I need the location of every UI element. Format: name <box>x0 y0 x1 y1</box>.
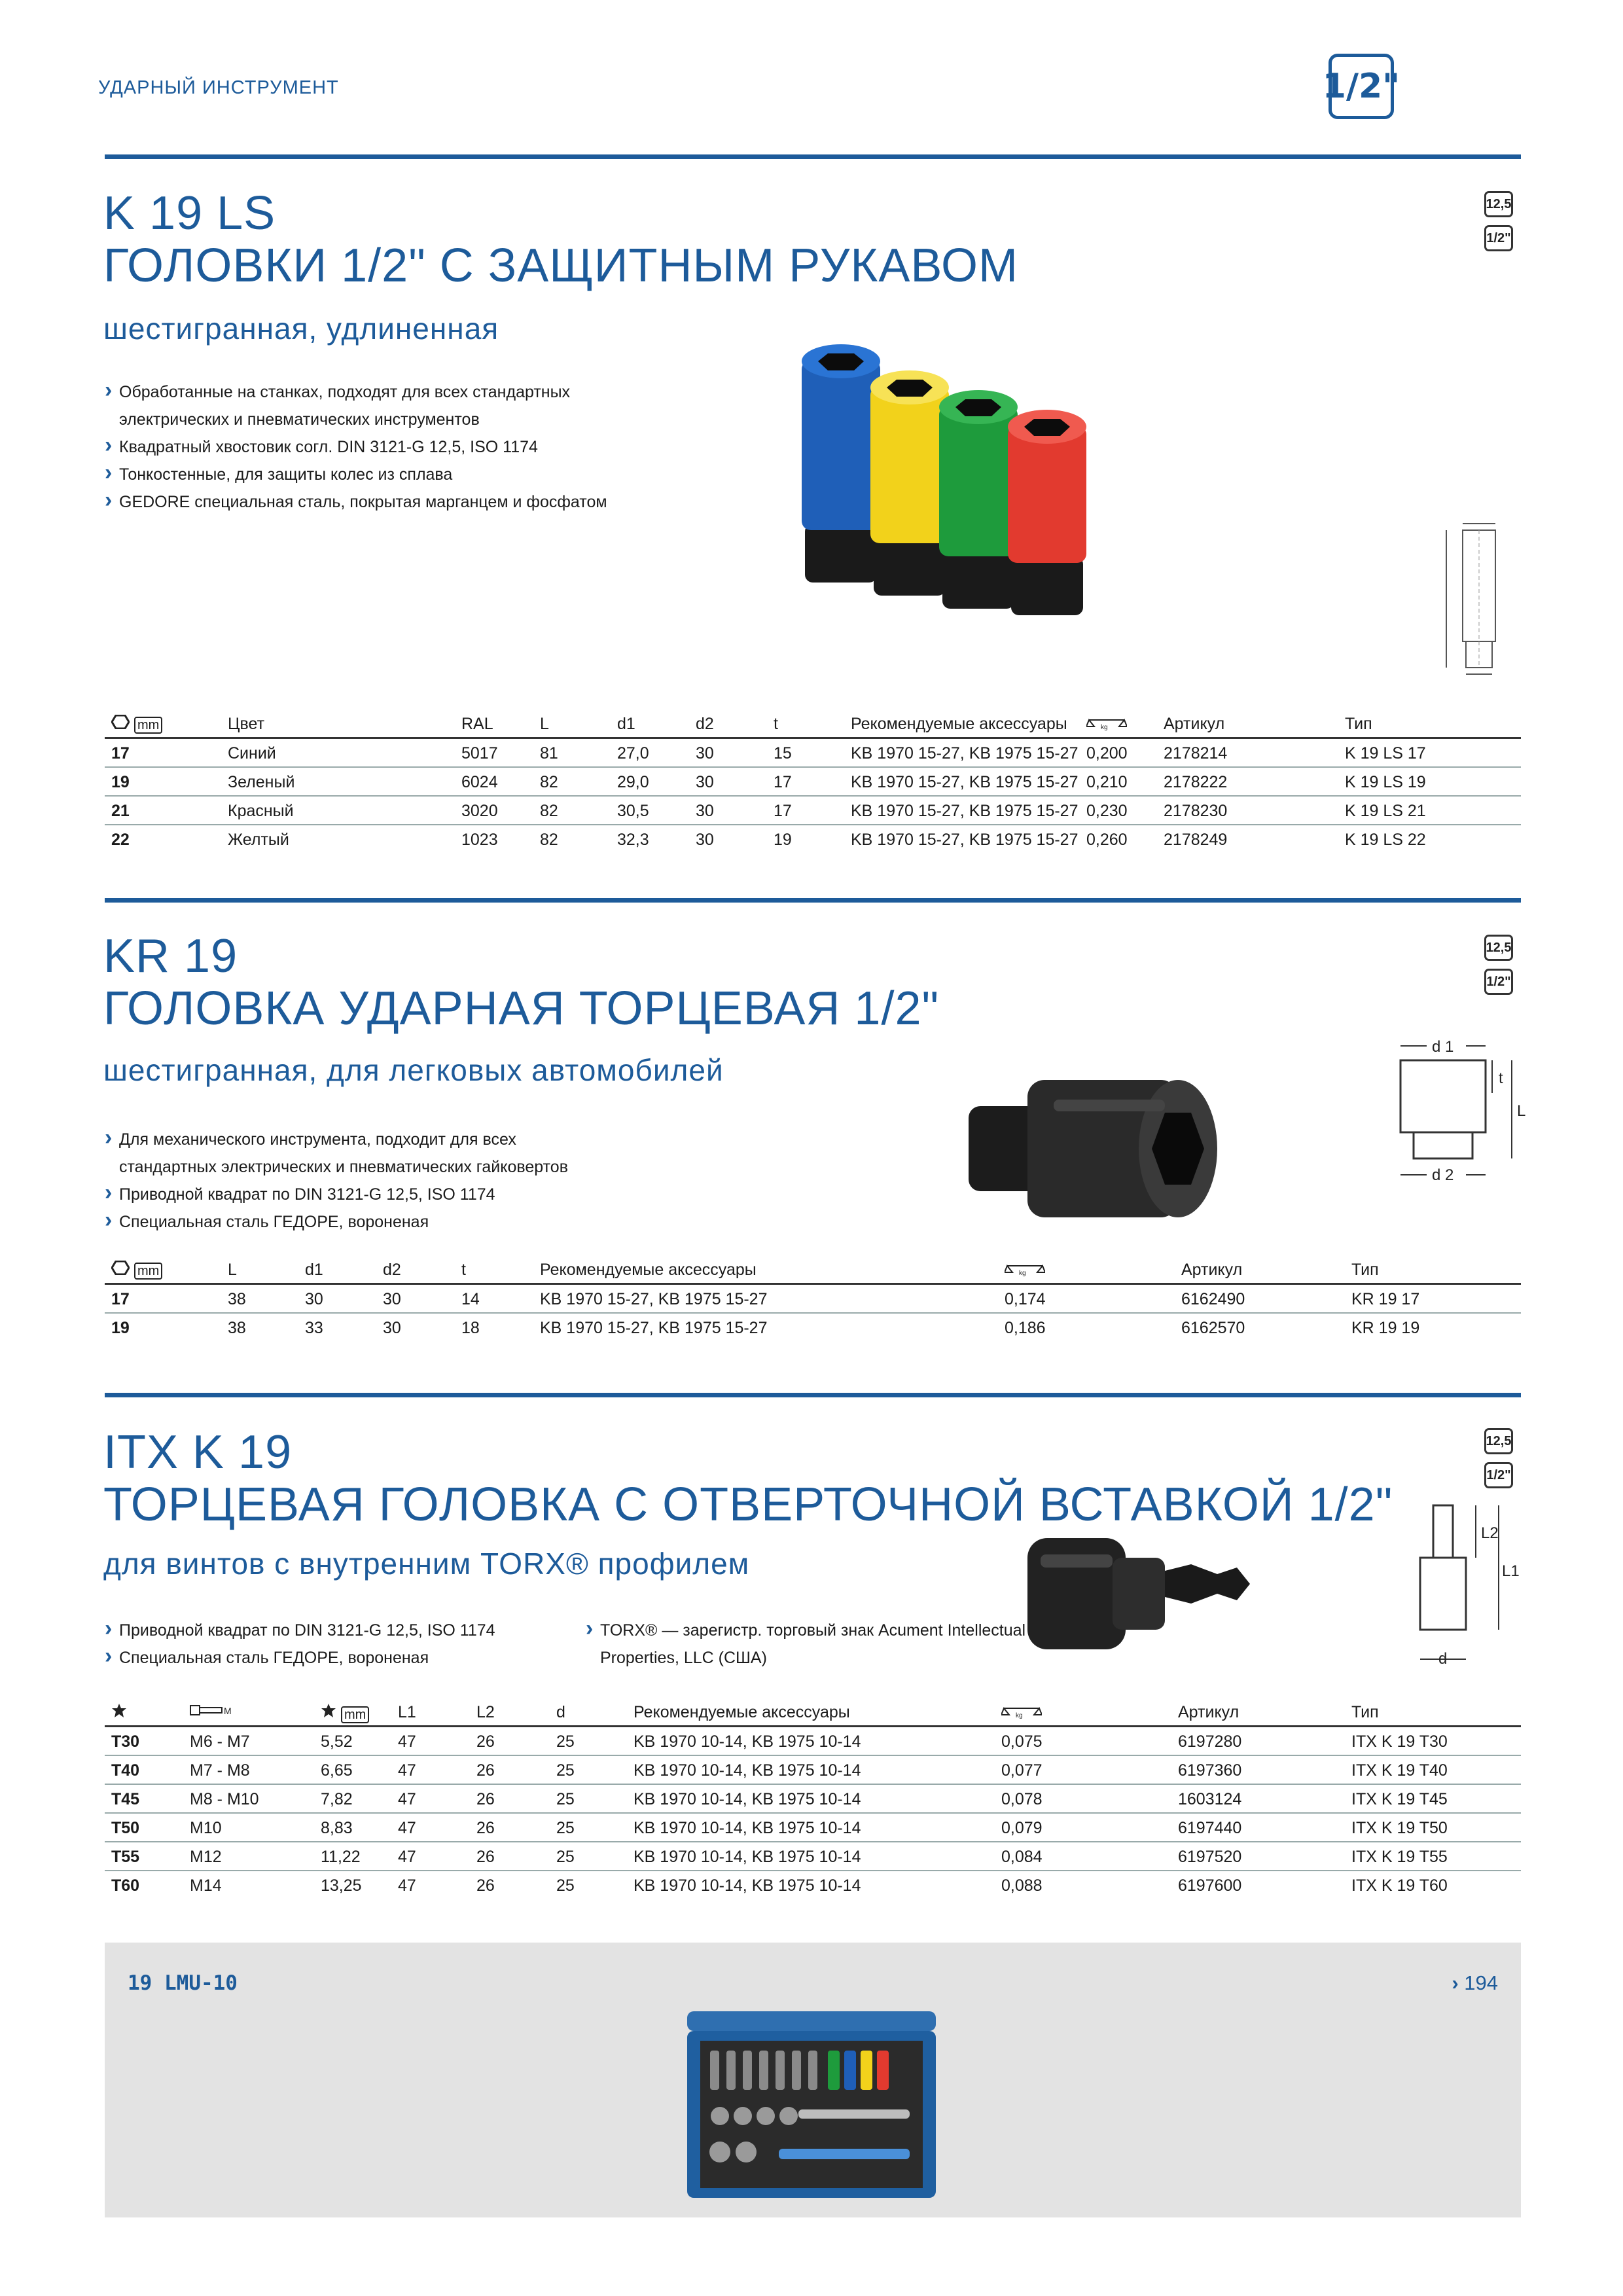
torx-star-icon <box>321 1703 336 1719</box>
hex-size-header: mm <box>111 715 162 734</box>
feature-item: › Приводной квадрат по DIN 3121-G 12,5, ISO 1174 <box>105 1617 495 1644</box>
table-row: T50 M10 8,83 47 26 25 KB 1970 10-14, KB 1975 10-14 0,079 6197440 ITX K 19 T50 <box>105 1814 1521 1842</box>
section-1-subtitle: шестигранная, удлиненная <box>103 312 499 346</box>
itx-socket-image <box>1021 1518 1270 1669</box>
torx-star-icon <box>111 1703 127 1719</box>
table-header <box>105 709 1521 739</box>
table-row: 19 38 33 30 18 KB 1970 15-27, KB 1975 15-27 0,186 6162570 KR 19 19 <box>111 1319 1420 1337</box>
svg-text:d 1: d 1 <box>1432 1038 1454 1056</box>
drive-mini-badge: 1/2" <box>1484 1462 1513 1488</box>
square-size-badge: 12,5 <box>1484 935 1513 961</box>
feature-item: › Тонкостенные, для защиты колес из сплава <box>105 461 607 488</box>
col-l: L <box>540 715 549 733</box>
weight-header <box>1086 715 1127 735</box>
col-color: Цвет <box>228 715 265 733</box>
feature-item: › Квадратный хвостовик согл. DIN 3121-G 12,5, ISO 1174 <box>105 433 607 461</box>
svg-text:L: L <box>1517 1102 1526 1120</box>
table-row: 19 Зеленый 6024 82 29,0 30 17 KB 1970 15-27, KB 1975 15-27 0,210 2178222 K 19 LS 19 <box>105 768 1521 797</box>
section-3-title: ТОРЦЕВАЯ ГОЛОВКА С ОТВЕРТОЧНОЙ ВСТАВКОЙ 1/2" <box>103 1479 1393 1531</box>
feature-item: › Специальная сталь ГЕДОРЕ, вороненая <box>105 1208 568 1236</box>
svg-text:L2: L2 <box>1481 1524 1499 1542</box>
section-3-code: ITX K 19 <box>103 1426 293 1479</box>
red-socket <box>1008 410 1086 615</box>
blue-socket <box>802 344 880 583</box>
svg-text:kg: kg <box>1019 1270 1026 1276</box>
square-size-badge: 12,5 <box>1484 1428 1513 1454</box>
size-header: mm <box>321 1703 369 1723</box>
weight-header <box>1001 1703 1042 1723</box>
section-3-subtitle: для винтов с внутренним TORX® профилем <box>103 1547 750 1581</box>
section-2-code: KR 19 <box>103 930 238 982</box>
related-set-box <box>105 1943 1521 2217</box>
screw-size-header <box>190 1703 236 1722</box>
scale-icon <box>1001 1703 1042 1719</box>
feature-item: › GEDORE специальная сталь, покрытая марганцем и фосфатом <box>105 488 607 516</box>
feature-item-cont: электрических и пневматических инструментов <box>119 410 480 429</box>
kr19-socket-image <box>955 1054 1230 1230</box>
torx-trademark-note: › TORX® — зарегистр. торговый знак Acument Intellectual Properties, LLC (США) <box>586 1617 1026 1672</box>
screw-icon <box>190 1703 236 1717</box>
table-header: M mm L1 L2 d Рекомендуемые аксессуары kg Артикул Тип <box>105 1698 1521 1727</box>
hex-icon <box>111 1261 130 1275</box>
col-accessories: Рекомендуемые аксессуары <box>851 715 1067 733</box>
torx-header <box>111 1703 127 1723</box>
table-row: T55 M12 11,22 47 26 25 KB 1970 10-14, KB 1975 10-14 0,084 6197520 ITX K 19 T55 <box>105 1842 1521 1871</box>
k19ls-table <box>105 709 1521 853</box>
section-1-features <box>105 378 607 516</box>
feature-item: › Приводной квадрат по DIN 3121-G 12,5, ISO 1174 <box>105 1181 568 1208</box>
svg-text:M: M <box>224 1706 232 1716</box>
svg-text:L1: L1 <box>1502 1562 1520 1580</box>
feature-item: › Для механического инструмента, подходит для всех <box>105 1126 568 1153</box>
arrow-right-icon: › <box>1452 1971 1459 1994</box>
feature-item: › Специальная сталь ГЕДОРЕ, вороненая <box>105 1644 495 1672</box>
scale-icon <box>1005 1261 1045 1276</box>
section-3-features <box>105 1617 495 1672</box>
section-2-subtitle: шестигранная, для легковых автомобилей <box>103 1053 724 1087</box>
scale-icon <box>1086 715 1127 730</box>
table-row: T60 M14 13,25 47 26 25 KB 1970 10-14, KB 1975 10-14 0,088 6197600 ITX K 19 T60 <box>111 1876 1448 1895</box>
hex-size-header: mm <box>111 1261 162 1280</box>
col-ral: RAL <box>461 715 493 733</box>
svg-text:kg: kg <box>1016 1712 1023 1719</box>
weight-header <box>1005 1261 1045 1281</box>
col-type: Тип <box>1345 715 1372 733</box>
drive-mini-badge: 1/2" <box>1484 225 1513 251</box>
table-row: 17 Синий 5017 81 27,0 30 15 KB 1970 15-27, KB 1975 15-27 0,200 2178214 K 19 LS 17 <box>105 739 1521 768</box>
section-divider <box>105 898 1521 903</box>
feature-item-cont: стандартных электрических и пневматических гайковертов <box>119 1158 568 1176</box>
itx-table <box>105 1698 1521 1899</box>
kr19-table <box>105 1255 1521 1341</box>
section-1-title: ГОЛОВКИ 1/2" С ЗАЩИТНЫМ РУКАВОМ <box>103 240 1018 292</box>
socket-set-case-image <box>681 2005 942 2201</box>
col-t: t <box>774 715 778 733</box>
col-d2: d2 <box>696 715 714 733</box>
table-header: mm L d1 d2 t Рекомендуемые аксессуары kg Артикул Тип <box>105 1255 1521 1285</box>
yellow-socket <box>870 370 949 596</box>
category-label: УДАРНЫЙ ИНСТРУМЕНТ <box>98 77 339 98</box>
drive-size-badge: 1/2" <box>1329 54 1394 119</box>
square-size-badge: 12,5 <box>1484 191 1513 217</box>
table-row: 17 38 30 30 14 KB 1970 15-27, KB 1975 15-27 0,174 6162490 KR 19 17 <box>105 1285 1521 1314</box>
green-socket <box>939 390 1018 609</box>
table-row: T45 M8 - M10 7,82 47 26 25 KB 1970 10-14, KB 1975 10-14 0,078 1603124 ITX K 19 T45 <box>105 1785 1521 1814</box>
table-row: T30 M6 - M7 5,52 47 26 25 KB 1970 10-14, KB 1975 10-14 0,075 6197280 ITX K 19 T30 <box>105 1727 1521 1756</box>
section-divider <box>105 1393 1521 1397</box>
section-2-features <box>105 1126 568 1236</box>
drive-mini-badge: 1/2" <box>1484 969 1513 995</box>
svg-text:kg: kg <box>1101 724 1108 730</box>
col-article: Артикул <box>1164 715 1225 733</box>
table-row: 22 Желтый 1023 82 32,3 30 19 KB 1970 15-27, KB 1975 15-27 0,260 2178249 K 19 LS 22 <box>111 831 1426 849</box>
related-set-code: 19 LMU-10 <box>128 1971 238 1995</box>
section-1-code: K 19 LS <box>103 187 276 240</box>
section-2-title: ГОЛОВКА УДАРНАЯ ТОРЦЕВАЯ 1/2" <box>103 982 940 1035</box>
hex-icon <box>111 715 130 729</box>
k19ls-sockets-image <box>766 340 1132 622</box>
svg-text:t: t <box>1499 1069 1503 1087</box>
page-reference[interactable]: › 194 <box>1452 1971 1498 1994</box>
kr19-technical-drawing <box>1387 1034 1531 1191</box>
itx-technical-drawing <box>1414 1499 1525 1676</box>
table-row: T40 M7 - M8 6,65 47 26 25 KB 1970 10-14, KB 1975 10-14 0,077 6197360 ITX K 19 T40 <box>105 1756 1521 1785</box>
table-row: 21 Красный 3020 82 30,5 30 17 KB 1970 15-27, KB 1975 15-27 0,230 2178230 K 19 LS 21 <box>105 797 1521 825</box>
svg-text:d 2: d 2 <box>1432 1166 1454 1184</box>
col-d1: d1 <box>617 715 635 733</box>
header-divider <box>105 154 1521 159</box>
svg-text:d: d <box>1438 1650 1448 1668</box>
feature-item: › Обработанные на станках, подходят для всех стандартных <box>105 378 607 406</box>
k19ls-technical-drawing <box>1427 517 1518 681</box>
